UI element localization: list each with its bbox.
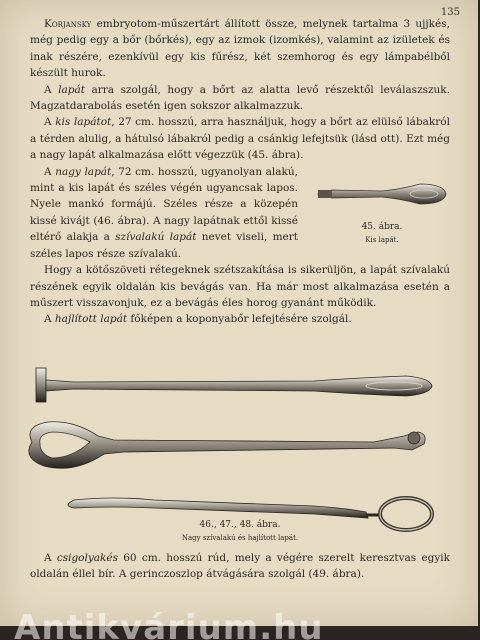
figure-46-48-caption: Nagy szívalakú és hajlított lapát.	[181, 534, 299, 542]
body-text	[30, 16, 450, 328]
term-nagy-lapat: nagy lapát	[55, 165, 112, 178]
figure-45-caption: Kis lapát.	[365, 235, 399, 244]
figure-45-number: 45. ábra.	[361, 221, 403, 232]
watermark	[0, 612, 480, 640]
paragraph-nagy-lapat: A nagy lapát, 72 cm. hosszú, ugyanolyan alakú, mint a kis lapát és széles végén ugyancsak lapos. Nyele mankó formájú. Széles része a közepén kissé kivájt (46. ábra). A nagy lapátnak ettől kissé eltérő alakja a szívalakú lapát nevet viseli, mert széles lapos része szívalakú.	[30, 165, 299, 260]
author-name: Korjansky	[44, 18, 92, 30]
paragraph-korjansky: Korjansky embryotom-műszertárt állított össze, melynek tartalma 3 ujjkés, még pedig egy a bőr (bőrkés), egy az izmok (izomkés), valamint az izületek és inak részére, ezenkívül egy kis fűrész, két szemhorog és egy lámpabélből készült hurok.	[30, 18, 450, 80]
page-number: 135	[440, 7, 460, 18]
bottom-text	[30, 550, 450, 583]
small-spatula-illustration	[312, 172, 452, 218]
watermark-text: Antikvárium.hu	[14, 612, 324, 640]
term-csigolyakes: csigolyakés	[56, 552, 119, 564]
paragraph-hajlitott-lapat: A hajlított lapát főképen a koponyabőr lefejtésére szolgál.	[44, 313, 352, 326]
term-szivalaku-lapat: szívalakú lapát	[115, 231, 197, 244]
paragraph-kotoszoveti: Hogy a kötőszöveti rétegeknek szétszakítása is sikerüljön, a lapát szívalakú részének egyik oldalán kis bevágás van. Ha már most alkalmazása esetén a műszert visszavonjuk, ez a bevágás éles horog gyanánt működik.	[30, 264, 450, 309]
term-kis-lapat: kis lapátot	[55, 116, 112, 129]
t-handle-spatula	[36, 368, 432, 402]
figure-46-48-number: 46., 47., 48. ábra.	[199, 520, 281, 530]
figure-45	[312, 172, 452, 250]
heart-shaped-spatula	[29, 422, 425, 469]
paragraph-lapat: A lapát arra szolgál, hogy a bőrt az alatta levő részektől leválaszszuk. Magzatdarabolás esetén igen sokszor alkalmazzuk.	[30, 83, 450, 113]
term-lapat: lapát	[58, 83, 85, 96]
paragraph-csigolyakes: A csigolyakés 60 cm. hosszú rúd, mely a végére szerelt keresztvas egyik oldalán éllel bír. A gerinczoszlop átvágására szolgál (49. ábra).	[30, 552, 450, 581]
paragraph-kis-lapat: A kis lapátot, 27 cm. hosszú, arra használjuk, hogy a bőrt az elülső lábakról a térden alulig, a hátulsó lábakról pedig a csánkig lefejtsük (lásd ott). Ezt még a nagy lapát alkalmazása előtt végezzük (45. ábra).	[30, 116, 450, 162]
term-hajlitott-lapat: hajlított lapát	[54, 313, 128, 326]
